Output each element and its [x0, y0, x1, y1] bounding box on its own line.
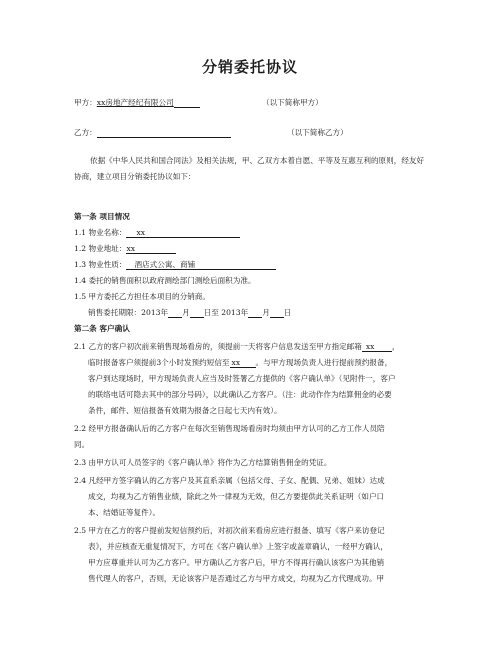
clause-2-5-line3: 甲方应尊重并认可为乙方客户。甲方确认乙方客户后，甲方不得再行确认该客户为其他销	[88, 558, 385, 567]
item3-label: 1.3 物业性质：	[74, 260, 127, 269]
clause-2-1-text-d: 。与甲方现场负责人进行提前预约报备，	[255, 358, 393, 367]
designated-email: xx	[365, 342, 375, 351]
item2-value: xx	[126, 244, 136, 253]
period-day-end	[270, 308, 284, 318]
clause-2-1-text-c: 临时报备客户须提前3个小时发预约短信至	[88, 358, 230, 367]
period-text-a: 销售委托期限：2013年	[88, 308, 169, 317]
period-text-b: 月	[182, 308, 190, 317]
party-b-note: （以下简称乙方）	[287, 128, 348, 137]
clause-2-4-line2: 成交，均视为乙方销售业绩，除此之外一律视为无效，但乙方要提供此关系证明（如户口	[88, 492, 385, 501]
document-title: 分销委托协议	[201, 58, 298, 76]
clause-2-1-line2	[88, 358, 392, 368]
clause-2-1-line4: 的联络电话可隐去其中的部分号码），以此确认乙方客户。（注：此动作作为结算佣金的必要	[88, 390, 392, 399]
party-a-note: （以下简称甲方）	[262, 98, 323, 107]
period-text-d: 月	[262, 308, 270, 317]
clause-2-5-line1: 2.5 甲方在乙方的客户提前发短信预约后，对初次前来看房应进行报备、填写《客户来访登记	[74, 526, 385, 535]
period-month-start	[168, 308, 182, 318]
clause-2-4-line3: 本、结婚证等复件）。	[88, 508, 161, 517]
clause-2-4-line1: 2.4 凡经甲方签字确认的乙方客户及其直系亲属（包括父母、子女、配偶、兄弟、姐妹）达成	[74, 476, 385, 485]
clause-2-3: 2.3 由甲方认可人员签字的《客户确认单》将作为乙方结算销售佣金的凭证。	[74, 458, 332, 467]
article1-item4: 1.4 委托的销售面积以政府测绘部门测绘后面积为准。	[74, 276, 256, 285]
article1-item5: 1.5 甲方委托乙方担任本项目的分销商。	[74, 292, 210, 301]
period-day-start	[190, 308, 204, 318]
item3-blank	[126, 260, 276, 270]
clause-2-1-line1	[74, 342, 399, 352]
clause-2-2-line2: 同。	[74, 440, 90, 449]
clause-2-5-line2: 表》，并应核查无重复情况下，方可在《客户确认单》上签字或盖章确认，一经甲方确认，	[88, 542, 388, 551]
clause-2-1-text-b: ，	[391, 342, 400, 351]
clause-2-1-text-a: 2.1 乙方的客户初次前来销售现场看房的，须提前一天将客户信息发送至甲方指定邮箱	[74, 342, 362, 351]
article1-item3	[74, 260, 276, 270]
clause-2-2-line1: 2.2 经甲方报备确认后的乙方客户在每次至销售现场看房时均须由甲方认可的乙方工作人员陪	[74, 424, 385, 433]
item1-label: 1.1 物业名称：	[74, 228, 127, 237]
party-a-name: xx房地产经纪有限公司	[96, 98, 174, 107]
party-a-label: 甲方：	[74, 98, 97, 107]
item2-blank	[126, 244, 176, 254]
period-text-c: 日至 2013年	[203, 308, 249, 317]
party-b-label: 乙方：	[74, 128, 97, 137]
intro-paragraph: 依据《中华人民共和国合同法》及相关法规，甲、乙双方本着自愿、平等及互惠互利的原则，经友好协商，建立项目分销委托协议如下：	[74, 156, 425, 181]
sms-number: xx	[231, 358, 241, 367]
party-a-line	[74, 98, 200, 108]
item1-blank	[126, 228, 240, 238]
article1-period	[88, 308, 291, 318]
article2-heading: 第二条 客户确认	[74, 324, 130, 333]
item2-label: 1.2 物业地址：	[74, 244, 127, 253]
period-month-end	[248, 308, 262, 318]
item3-value: 酒店式公寓、商铺	[134, 260, 196, 269]
article1-heading: 第一条 项目情况	[74, 212, 130, 221]
email-blank	[362, 342, 392, 352]
clause-2-1-line3: 客户到达现场时，甲方现场负责人应当及时签署乙方提供的《客户确认单》（见附件一，客户	[88, 374, 396, 383]
party-b-line	[74, 128, 231, 138]
clause-2-5-line4: 售代理人的客户，否则，无论该客户是否通过乙方与甲方成交，均视为乙方代理成功。甲	[88, 574, 385, 583]
party-a-underline	[174, 98, 200, 108]
clause-2-1-line5: 条件，邮件、短信报备有效期为报备之日起七天内有效）。	[88, 406, 282, 415]
item1-value: xx	[136, 228, 146, 237]
phone-blank	[230, 358, 256, 368]
article1-item1	[74, 228, 240, 238]
article1-item2	[74, 244, 176, 254]
period-text-e: 日	[283, 308, 292, 317]
party-b-blank	[97, 128, 231, 138]
